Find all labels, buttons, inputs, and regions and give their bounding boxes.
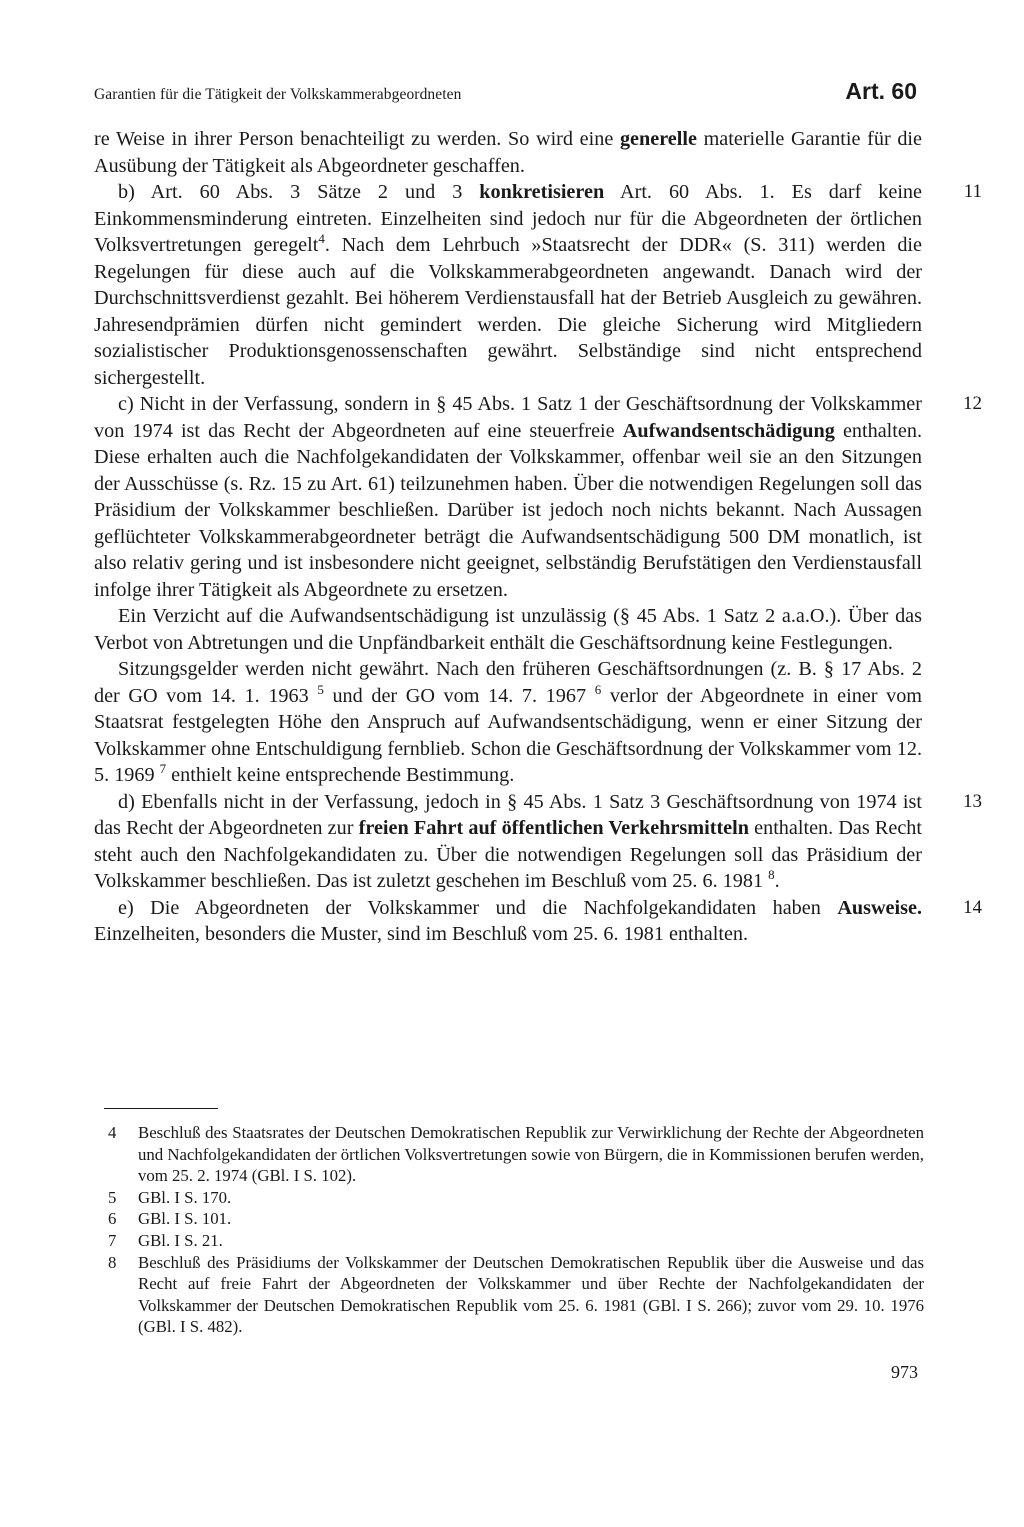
footnote	[108, 1208, 924, 1230]
footnote-text: GBl. I S. 101.	[138, 1209, 232, 1229]
footnote-number: 8	[108, 1252, 117, 1272]
paragraph	[94, 126, 922, 179]
footnote-text: GBl. I S. 21.	[138, 1230, 223, 1250]
text-run: enthielt keine entsprechende Bestimmung.	[166, 764, 515, 786]
text-run: e) Die Abgeordneten der Volkskammer und die Nachfolgekandidaten haben	[118, 896, 838, 919]
footnote-text: Beschluß des Präsidiums der Volkskammer der Deutschen Demokratischen Republik über die Ausweise und das Recht auf freie Fahrt der Abgeordneten der Volkskammer und über Rechte der Nachfolgekandidaten der Volkskammer der Deutschen Demokratischen Republik vom 25. 6. 1981 (GBl. I S. 266); zuvor vom 29. 10. 1976 (GBl. I S. 482).	[138, 1252, 924, 1337]
text-run: verlor der Abgeordnete in einer vom Staatsrat festgelegten Höhe den Anspruch auf Aufwandsentschädigung, wenn er einer Sitzung der Volkskammer ohne Entschuldigung fernblieb. Schon die Geschäftsordnung der Volkskammer vom 12. 5. 1969	[94, 684, 922, 786]
footnote-number: 6	[108, 1209, 117, 1229]
emphasis: generelle	[619, 128, 697, 150]
footnote-ref: 4	[318, 231, 325, 246]
emphasis: freien Fahrt auf öffentlichen Verkehrsmitteln	[358, 817, 749, 839]
footnote-number: 5	[108, 1187, 117, 1207]
footnote-divider	[104, 1108, 218, 1109]
footnote	[108, 1187, 924, 1209]
paragraph	[94, 895, 982, 948]
paragraph	[94, 603, 922, 656]
footnote-text: GBl. I S. 170.	[138, 1187, 232, 1207]
text-run: .	[774, 870, 780, 892]
margin-number: 12	[963, 393, 982, 414]
text-run: . Nach dem Lehrbuch »Staatsrecht der DDR« (S. 311) werden die Regelungen für diese auch auf die Volkskammerabgeordneten angewandt. Danach wird der Durchschnittsverdienst gezahlt. Bei höherem Verdienstausfall hat der Betrieb Ausgleich zu gewähren. Jahresendprämien dürfen nicht gemindert werden. Die gleiche Sicherung wird Mitgliedern sozialistischer Produktionsgenossenschaften gewährt. Selbständige sind nicht entsprechend sichergestellt.	[94, 234, 922, 389]
paragraph	[94, 179, 982, 391]
text-run: und der GO vom 14. 7. 1967	[323, 684, 595, 707]
emphasis: konkretisieren	[479, 181, 605, 203]
article-label: Art. 60	[845, 78, 917, 104]
paragraph	[94, 789, 982, 895]
text-run: enthalten. Das Recht steht auch den Nachfolgekandidaten zu. Über die notwendigen Regelungen soll das Präsidium der Volkskammer beschließen. Das ist zuletzt geschehen im Beschluß vom 25. 6. 1981	[94, 817, 922, 892]
margin-number: 13	[963, 790, 982, 812]
footnote	[108, 1230, 924, 1252]
text-run: enthalten. Diese erhalten auch die Nachfolgekandidaten der Volkskammer, offenbar weil sie an den Sitzungen der Ausschüsse (s. Rz. 15 zu Art. 61) teilzunehmen haben. Über die notwendigen Regelungen soll das Präsidium der Volkskammer beschließen. Darüber ist jedoch noch nichts bekannt. Nach Aussagen geflüchteter Volkskammerabgeordneter beträgt die Aufwandsentschädigung 500 DM monatlich, ist also relativ gering und ist insbesondere nicht geeignet, selbständig Berufstätigen den Verdienstausfall infolge ihrer Tätigkeit als Abgeordnete zu ersetzen.	[94, 419, 922, 601]
text-run: re Weise in ihrer Person benachteiligt zu werden. So wird eine	[94, 128, 620, 150]
text-run: d) Ebenfalls nicht in der Verfassung, jedoch in § 45 Abs. 1 Satz 3 Geschäftsordnung von 1974 ist das Recht der Abgeordneten zur	[94, 790, 922, 839]
text-run: Sitzungsgelder werden nicht gewährt. Nach den früheren Geschäftsordnungen (z. B. § 17 Abs. 2 der GO vom 14. 1. 1963	[94, 658, 922, 707]
margin-number: 14	[963, 896, 982, 918]
emphasis: Ausweise.	[837, 896, 922, 919]
footnote	[108, 1252, 924, 1338]
body-text	[94, 126, 982, 948]
text-run: Art. 60 Abs. 1. Es darf keine Einkommensminderung eintreten. Einzelheiten sind jedoch nur für die Abgeordneten der örtlichen Volksvertretungen geregelt	[94, 181, 922, 256]
footnote-number: 7	[108, 1230, 117, 1250]
footnote-number: 4	[108, 1123, 117, 1142]
text-run: c) Nicht in der Verfassung, sondern in § 45 Abs. 1 Satz 1 der Geschäftsordnung der Volkskammer von 1974 ist das Recht der Abgeordneten auf eine steuerfreie	[94, 393, 922, 442]
footnote-ref: 8	[768, 867, 775, 882]
footnotes	[108, 1122, 924, 1338]
emphasis: Aufwandsentschädigung	[622, 419, 835, 442]
text-run: Einzelheiten, besonders die Muster, sind im Beschluß vom 25. 6. 1981 enthalten.	[94, 923, 749, 945]
text-run: Ein Verzicht auf die Aufwandsentschädigung ist unzulässig (§ 45 Abs. 1 Satz 2 a.a.O.). Über das Verbot von Abtretungen und die Unpfändbarkeit enthält die Geschäftsordnung keine Festlegungen.	[94, 605, 922, 654]
footnote	[108, 1122, 924, 1187]
footnote-ref: 6	[594, 681, 602, 697]
footnote-ref: 5	[317, 681, 324, 697]
footnote-text: Beschluß des Staatsrates der Deutschen Demokratischen Republik zur Verwirklichung der Rechte der Abgeordneten und Nachfolgekandidaten der örtlichen Volksvertretungen sowie von Bürgern, die in Kommissionen berufen werden, vom 25. 2. 1974 (GBl. I S. 102).	[138, 1123, 924, 1186]
footnote-ref: 7	[159, 761, 167, 776]
paragraph	[94, 656, 922, 789]
page-number: 973	[891, 1362, 918, 1382]
text-run: materielle Garantie für die Ausübung der Tätigkeit als Abgeordneter geschaffen.	[94, 128, 922, 177]
text-run: b) Art. 60 Abs. 3 Sätze 2 und 3	[118, 181, 480, 203]
running-title: Garantien für die Tätigkeit der Volkskammerabgeordneten	[94, 86, 462, 103]
paragraph	[94, 391, 982, 603]
margin-number: 11	[963, 181, 982, 202]
